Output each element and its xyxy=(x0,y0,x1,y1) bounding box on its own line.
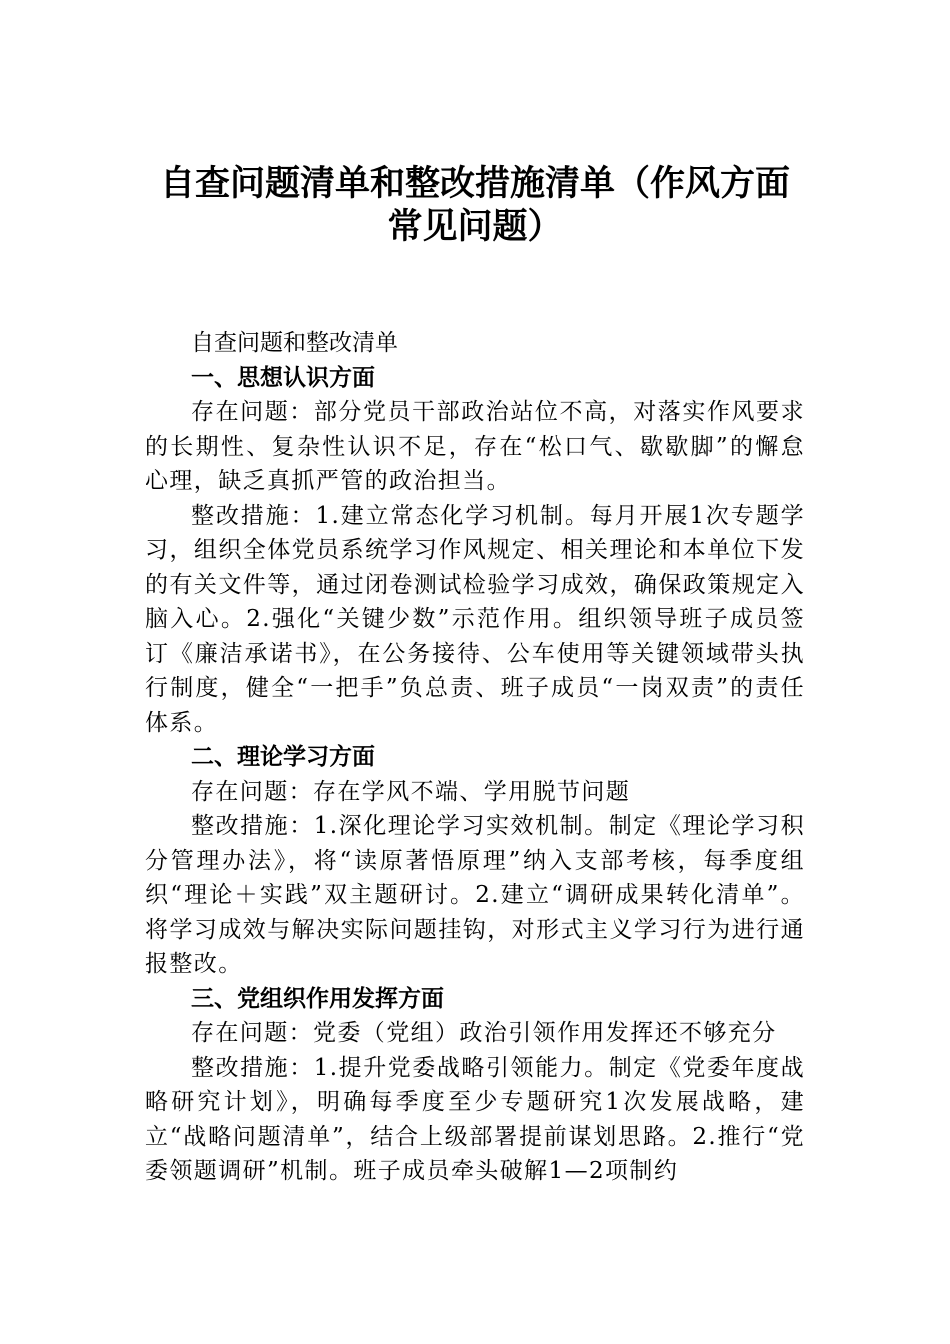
document-body xyxy=(145,326,805,1189)
document-title-line-1: 自查问题清单和整改措施清单（作风方面 xyxy=(159,164,790,204)
section-problem-3: 存在问题：党委（党组）政治引领作用发挥还不够充分 xyxy=(191,1020,777,1046)
section-heading-2: 二、理论学习方面 xyxy=(191,744,375,770)
section-measures-3: 整改措施：1.提升党委战略引领能力。制定《党委年度战略研究计划》，明确每季度至少专题研究1次发展战略，建立“战略问题清单”，结合上级部署提前谋划思路。2.推行“党委领题调研”机制。班子成员牵头破解1—2项制约 xyxy=(145,1054,805,1184)
document-subtitle: 自查问题和整改清单 xyxy=(191,330,398,356)
section-heading-3: 三、党组织作用发挥方面 xyxy=(191,985,444,1012)
section-problem-1: 存在问题：部分党员干部政治站位不高，对落实作风要求的长期性、复杂性认识不足，存在“松口气、歇歇脚”的懈怠心理，缺乏真抓严管的政治担当。 xyxy=(145,399,805,494)
document-title-line-2: 常见问题） xyxy=(387,207,563,247)
section-measures-2: 整改措施：1.深化理论学习实效机制。制定《理论学习积分管理办法》，将“读原著悟原理”纳入支部考核，每季度组织“理论＋实践”双主题研讨。2.建立“调研成果转化清单”。将学习成效与解决实际问题挂钩，对形式主义学习行为进行通报整改。 xyxy=(145,813,805,977)
section-heading-1: 一、思想认识方面 xyxy=(191,364,375,391)
section-measures-1: 整改措施：1.建立常态化学习机制。每月开展1次专题学习，组织全体党员系统学习作风规定、相关理论和本单位下发的有关文件等，通过闭卷测试检验学习成效，确保政策规定入脑入心。2.强化“关键少数”示范作用。组织领导班子成员签订《廉洁承诺书》，在公务接待、公车使用等关键领域带头执行制度，健全“一把手”负总责、班子成员“一岗双责”的责任体系。 xyxy=(145,502,805,736)
section-problem-2: 存在问题：存在学风不端、学用脱节问题 xyxy=(191,778,631,805)
